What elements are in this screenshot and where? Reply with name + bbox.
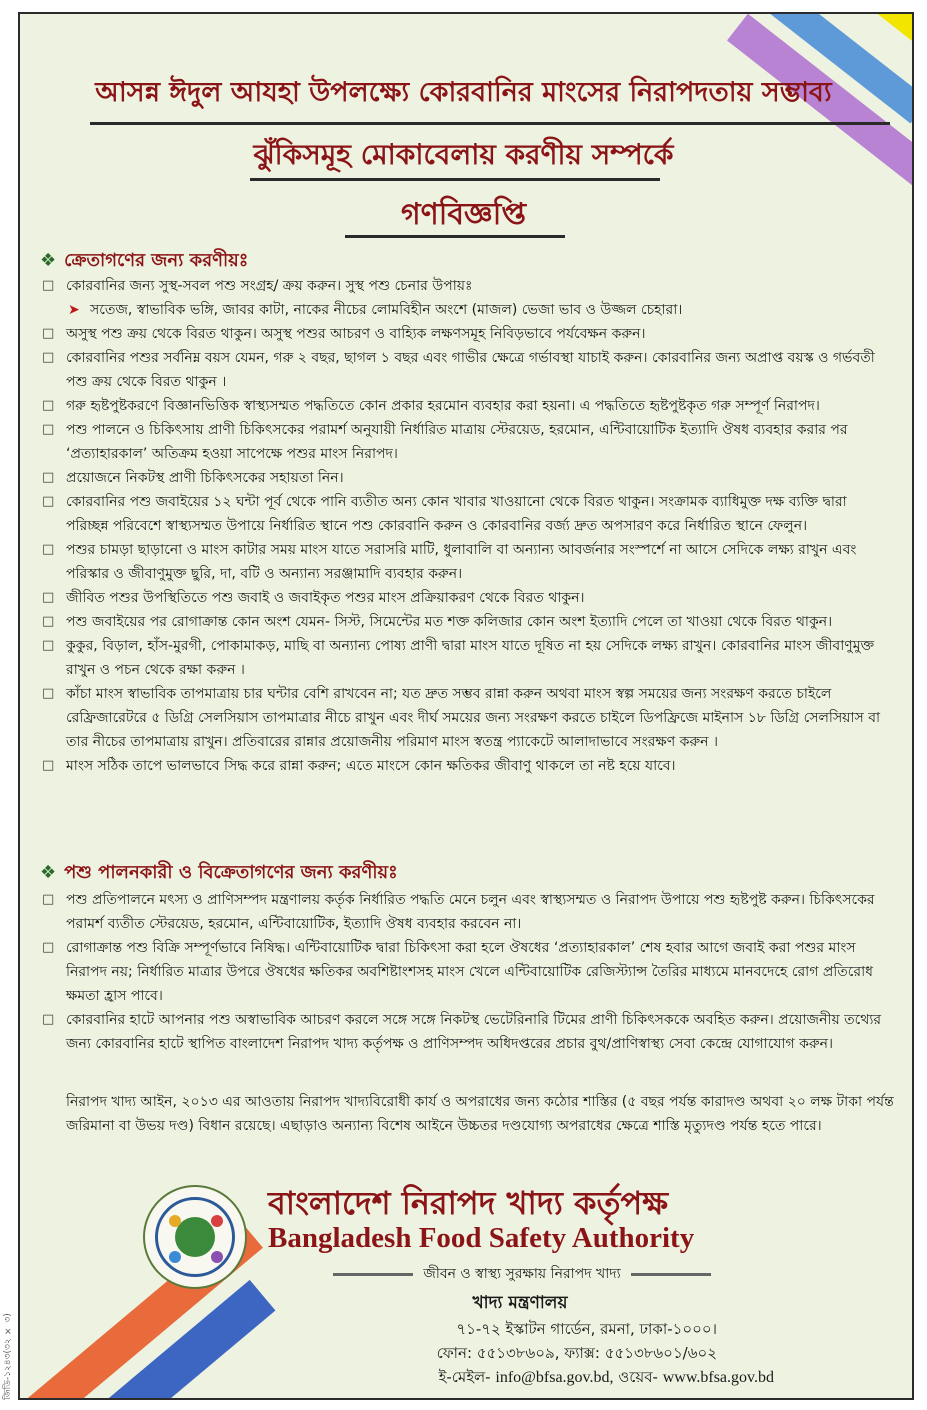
section-heading-sellers-text: পশু পালনকারী ও বিক্রেতাগণের জন্য করণীয়ঃ (64, 862, 398, 883)
tagline (272, 1262, 772, 1286)
list-item (40, 394, 893, 418)
square-bullet-icon: □ (42, 638, 55, 653)
title-underline-1 (90, 122, 890, 125)
list-item (40, 936, 893, 1008)
web-label: ওয়েব- (618, 1368, 658, 1386)
email-label: ই-মেইল- (438, 1368, 491, 1386)
square-bullet-icon: □ (42, 686, 55, 701)
list-item-text: প্রয়োজনে নিকটস্থ প্রাণী চিকিৎসকের সহায়তা নিন। (66, 470, 344, 486)
sellers-list (40, 888, 893, 1056)
red-arrow-icon: ➤ (68, 302, 80, 318)
title-underline-2 (250, 178, 660, 181)
four-diamond-icon: ❖ (40, 862, 57, 883)
square-bullet-icon: □ (42, 542, 55, 557)
section-heading-sellers (40, 858, 398, 889)
list-item-text: রোগাক্রান্ত পশু বিক্রি সম্পূর্ণভাবে নিষিদ্ধ। এন্টিবায়োটিক দ্বারা চিকিৎসা করা হলে ঔষধের ‘প্রত্যাহারকাল’ শেষ হবার আগে জবাই করা পশুর মাংস নিরাপদ নয়; নির্ধারিত মাত্রার উপরে ঔষধের ক্ষতিকর অবশিষ্টাংশসহ মাংস খেলে এন্টিবায়োটিক রেজিস্ট্যান্স তৈরির মাধ্যমে মানবদেহে রোগ প্রতিরোধ ক্ষমতা হ্রাস পাবে। (66, 940, 874, 1004)
list-item-text: পশুর চামড়া ছাড়ানো ও মাংস কাটার সময় মাংস যাতে সরাসরি মাটি, ধুলাবালি বা অন্যান্য আবর্জনার সংস্পর্শে না আসে সেদিকে লক্ষ্য রাখুন এবং পরিস্কার ও জীবাণুমুক্ত ছুরি, দা, বটি ও অন্যান্য সরঞ্জামাদি ব্যবহার করুন। (66, 542, 857, 582)
square-bullet-icon: □ (42, 940, 55, 955)
contact-line (439, 1366, 774, 1391)
square-bullet-icon: □ (42, 614, 55, 629)
section-heading-buyers (40, 246, 248, 277)
logo-dot (169, 1251, 181, 1263)
list-item (40, 586, 893, 610)
title-underline-3 (345, 235, 565, 238)
sub-list-item (40, 298, 893, 322)
list-item-text: কোরবানির হাটে আপনার পশু অস্বাভাবিক আচরণ করলে সঙ্গে সঙ্গে নিকটস্থ ভেটেরিনারি টিমের প্রাণী চিকিৎসককে অবহিত করুন। প্রয়োজনীয় তথ্যের জন্য কোরবানির হাটে স্থাপিত বাংলাদেশ নিরাপদ খাদ্য কর্তৃপক্ষ ও প্রাণিসম্পদ অধিদপ্তরের প্রচার বুথ/প্রাণিস্বাস্থ্য সেবা কেন্দ্রে যোগাযোগ করুন। (66, 1012, 882, 1052)
logo-dot (211, 1215, 223, 1227)
logo-dot (169, 1215, 181, 1227)
list-item (40, 1008, 893, 1056)
law-note: নিরাপদ খাদ্য আইন, ২০১৩ এর আওতায় নিরাপদ খাদ্যবিরোধী কার্য ও অপরাধের জন্য কঠোর শাস্তির (৫ বছর পর্যন্ত কারাদণ্ড অথবা ২০ লক্ষ টাকা পর্যন্ত জরিমানা বা উভয় দণ্ড) বিধান রয়েছে। এছাড়াও অন্যান্য বিশেষ আইনে উচ্চতর দণ্ডযোগ্য অপরাধের ক্ষেত্রে শাস্তি মৃত্যুদণ্ড পর্যন্ত হতে পারে। (66, 1094, 894, 1134)
list-item (40, 610, 893, 634)
section-heading-buyers-text: ক্রেতাগণের জন্য করণীয়ঃ (64, 250, 249, 271)
list-item-text: পশু প্রতিপালনে মৎস্য ও প্রাণিসম্পদ মন্ত্রণালয় কর্তৃক নির্ধারিত পদ্ধতি মেনে চলুন এবং স্বাস্থ্যসম্মত ও নিরাপদ উপায়ে পশু হৃষ্টপুষ্ট করুন। চিকিৎসকের পরামর্শ ব্যতীত স্টেরয়েড, হরমোন, এন্টিবায়োটিক, ইত্যাদি ঔষধ ব্যবহার করবেন না। (66, 892, 875, 932)
list-item-text: কাঁচা মাংস স্বাভাবিক তাপমাত্রায় চার ঘন্টার বেশি রাখবেন না; যত দ্রুত সম্ভব রান্না করুন অথবা মাংস স্বল্প সময়ের জন্য সংরক্ষণ করতে চাইলে রেফ্রিজারেটরে ৫ ডিগ্রি সেলসিয়াস তাপমাত্রার নীচে রাখুন এবং দীর্ঘ সময়ের জন্য সংরক্ষণ করতে চাইলে ডিপফ্রিজে মাইনাস ১৮ ডিগ্রি সেলসিয়াস বা তার নীচের তাপমাত্রায় রাখুন। প্রতিবারের রান্নার প্রয়োজনীয় পরিমাণ মাংস স্বতন্ত্র প্যাকেটে আলাদাভাবে সংরক্ষণ করুন । (66, 686, 881, 750)
tagline-text: জীবন ও স্বাস্থ্য সুরক্ষায় নিরাপদ খাদ্য (423, 1266, 621, 1282)
list-item-text: কোরবানির জন্য সুস্থ-সবল পশু সংগ্রহ/ ক্রয় করুন। সুস্থ পশু চেনার উপায়ঃ (66, 278, 473, 294)
title-line-3: গণবিজ্ঞপ্তি (400, 197, 527, 232)
square-bullet-icon: □ (42, 892, 55, 907)
web-link[interactable]: www.bfsa.gov.bd (662, 1369, 774, 1386)
list-item (40, 634, 893, 682)
list-item-text: পশু জবাইয়ের পর রোগাক্রান্ত কোন অংশ যেমন- সিস্ট, সিমেন্টের মত শক্ত কলিজার কোন অংশ ইত্যাদি পেলে তা খাওয়া থেকে বিরত থাকুন। (66, 614, 833, 630)
list-item (40, 538, 893, 586)
title-line-1: আসন্ন ঈদুল আযহা উপলক্ষ্যে কোরবানির মাংসের নিরাপদতায় সম্ভাব্য (95, 77, 832, 108)
logo-core (175, 1217, 215, 1257)
org-name-english: Bangladesh Food Safety Authority (268, 1222, 695, 1254)
square-bullet-icon: □ (42, 758, 55, 773)
list-item-text: কুকুর, বিড়াল, হাঁস-মুরগী, পোকামাকড়, মাছি বা অন্যান্য পোষ্য প্রাণী দ্বারা মাংস যাতে দূষিত না হয় সেদিকে লক্ষ্য রাখুন। কোরবানির মাংস জীবাণুমুক্ত রাখুন ও পচন থেকে রক্ষা করুন । (66, 638, 875, 678)
square-bullet-icon: □ (42, 350, 55, 365)
bfsa-logo (143, 1185, 247, 1289)
org-name-bangla: বাংলাদেশ নিরাপদ খাদ্য কর্তৃপক্ষ (268, 1184, 669, 1222)
side-reference-text: জিডি-১২৪৩(৩২ × ৩) (3, 1313, 13, 1400)
logo-dot (211, 1251, 223, 1263)
square-bullet-icon: □ (42, 278, 55, 293)
list-item-text: পশু পালনে ও চিকিৎসায় প্রাণী চিকিৎসকের পরামর্শ অনুযায়ী নির্ধারিত মাত্রায় স্টেরয়েড, হরমোন, এন্টিবায়োটিক ইত্যাদি ঔষধ ব্যবহার করার পর ‘প্রত্যাহারকাল’ অতিক্রম হওয়া সাপেক্ষে পশুর মাংস নিরাপদ। (66, 422, 848, 462)
four-diamond-icon: ❖ (40, 250, 57, 271)
ministry-name: খাদ্য মন্ত্রণালয় (472, 1293, 568, 1313)
list-item (40, 322, 893, 346)
list-item-text: গরু হৃষ্টপুষ্টকরণে বিজ্ঞানভিত্তিক স্বাস্থ্যসম্মত পদ্ধতিতে কোন প্রকার হরমোন ব্যবহার করা হয়না। এ পদ্ধতিতে হৃষ্টপুষ্টকৃত গরু সম্পূর্ণ নিরাপদ। (66, 398, 820, 414)
list-item (40, 346, 893, 394)
square-bullet-icon: □ (42, 590, 55, 605)
list-item (40, 682, 893, 754)
buyers-list (40, 274, 893, 778)
list-item (40, 274, 893, 298)
email-link[interactable]: info@bfsa.gov.bd, (495, 1369, 614, 1386)
list-item-text: কোরবানির পশুর সর্বনিম্ন বয়স যেমন, গরু ২ বছর, ছাগল ১ বছর এবং গাভীর ক্ষেত্রে গর্ভাবস্থা যাচাই করুন। কোরবানির জন্য অপ্রাপ্ত বয়স্ক ও গর্ভবতী পশু ক্রয় থেকে বিরত থাকুন । (66, 350, 875, 390)
address: ৭১-৭২ ইস্কাটন গার্ডেন, রমনা, ঢাকা-১০০০। (456, 1320, 717, 1338)
phone-fax: ফোন: ৫৫১৩৮৬০৯, ফ্যাক্স: ৫৫১৩৮৬০১/৬০২ (436, 1344, 717, 1362)
list-item (40, 490, 893, 538)
tagline-bar-left (333, 1273, 413, 1276)
square-bullet-icon: □ (42, 1012, 55, 1027)
list-item (40, 754, 893, 778)
square-bullet-icon: □ (42, 326, 55, 341)
list-item (40, 418, 893, 466)
list-item (40, 466, 893, 490)
list-item (40, 888, 893, 936)
list-item-text: জীবিত পশুর উপস্থিতিতে পশু জবাই ও জবাইকৃত পশুর মাংস প্রক্রিয়াকরণ থেকে বিরত থাকুন। (66, 590, 585, 606)
list-item-text: মাংস সঠিক তাপে ভালভাবে সিদ্ধ করে রান্না করুন; এতে মাংসে কোন ক্ষতিকর জীবাণু থাকলে তা নষ্ট হয়ে যাবে। (66, 758, 676, 774)
list-item-text: অসুস্থ পশু ক্রয় থেকে বিরত থাকুন। অসুস্থ পশুর আচরণ ও বাহ্যিক লক্ষণসমূহ নিবিড়ভাবে পর্যবেক্ষন করুন। (66, 326, 646, 342)
square-bullet-icon: □ (42, 422, 55, 437)
square-bullet-icon: □ (42, 494, 55, 509)
square-bullet-icon: □ (42, 470, 55, 485)
title-line-2: ঝুঁকিসমূহ মোকাবেলায় করণীয় সম্পর্কে (253, 138, 674, 171)
tagline-bar-right (631, 1273, 711, 1276)
sub-list-item-text: সতেজ, স্বাভাবিক ভঙ্গি, জাবর কাটা, নাকের নীচের লোমবিহীন অংশে (মাজল) ভেজা ভাব ও উজ্জল চেহারা। (90, 302, 683, 318)
square-bullet-icon: □ (42, 398, 55, 413)
list-item-text: কোরবানির পশু জবাইয়ের ১২ ঘন্টা পূর্ব থেকে পানি ব্যতীত অন্য কোন খাবার খাওয়ানো থেকে বিরত থাকুন। সংক্রামক ব্যাধিমুক্ত দক্ষ ব্যক্তি দ্বারা পরিচ্ছন্ন পরিবেশে স্বাস্থ্যসম্মত উপায়ে নির্ধারিত স্থানে পশু কোরবানি করুন ও কোরবানির বর্জ্য দ্রুত অপসারণ করে নির্ধারিত স্থানে ফেলুন। (66, 494, 847, 534)
